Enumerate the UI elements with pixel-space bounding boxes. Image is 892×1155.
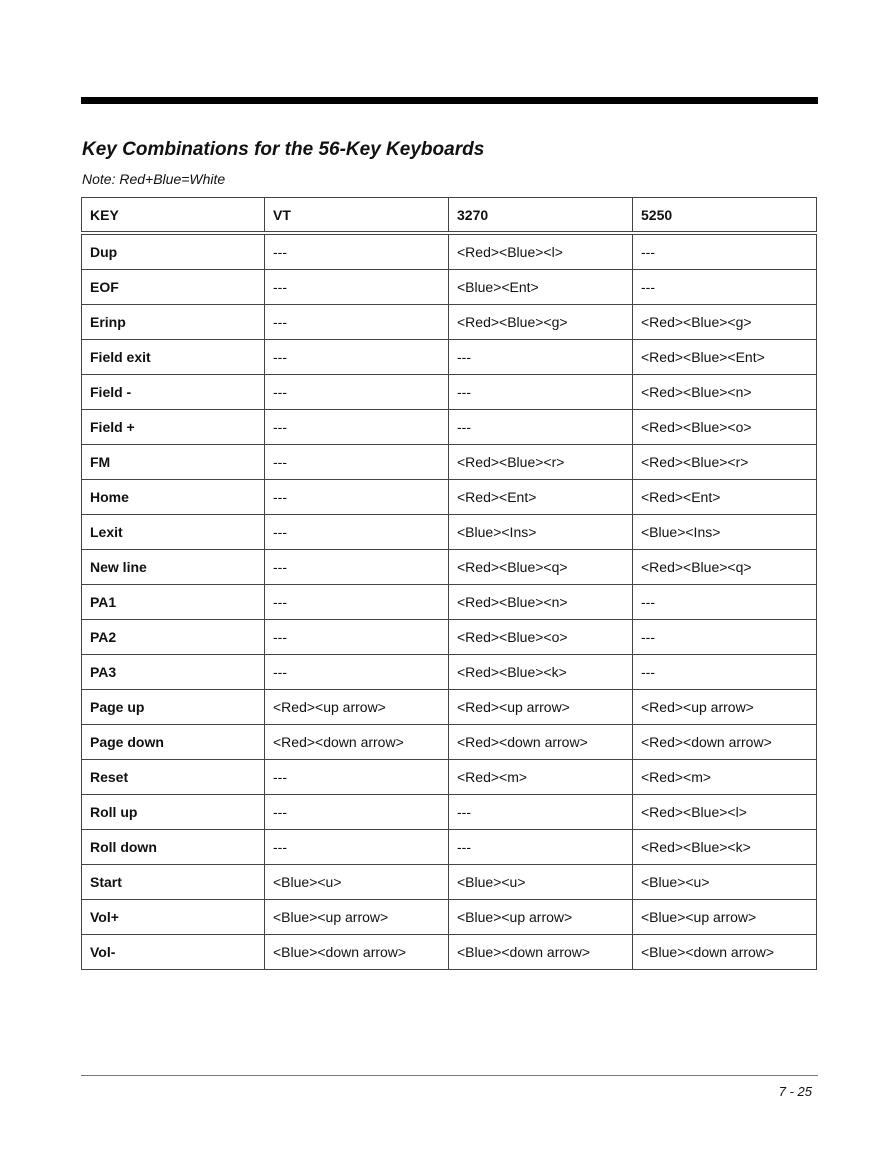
- table-row: [82, 760, 817, 795]
- cell-5250: <Blue><u>: [633, 865, 817, 900]
- cell-vt: ---: [265, 445, 449, 480]
- cell-key: Home: [82, 480, 265, 515]
- note: Note: Red+Blue=White: [82, 171, 226, 187]
- cell-vt: <Blue><up arrow>: [265, 900, 449, 935]
- cell-3270: ---: [449, 830, 633, 865]
- cell-3270: ---: [449, 375, 633, 410]
- header-vt: VT: [265, 198, 449, 234]
- cell-3270: <Red><down arrow>: [449, 725, 633, 760]
- cell-3270: <Blue><Ins>: [449, 515, 633, 550]
- table-row: [82, 690, 817, 725]
- key-combinations-table: [81, 197, 817, 970]
- table-row: [82, 725, 817, 760]
- cell-vt: <Red><down arrow>: [265, 725, 449, 760]
- cell-3270: <Red><up arrow>: [449, 690, 633, 725]
- cell-key: New line: [82, 550, 265, 585]
- header-5250: 5250: [633, 198, 817, 234]
- cell-5250: <Blue><Ins>: [633, 515, 817, 550]
- cell-vt: ---: [265, 410, 449, 445]
- cell-3270: <Red><Blue><q>: [449, 550, 633, 585]
- cell-key: Dup: [82, 233, 265, 270]
- cell-vt: <Blue><u>: [265, 865, 449, 900]
- cell-key: PA3: [82, 655, 265, 690]
- cell-vt: ---: [265, 305, 449, 340]
- cell-vt: ---: [265, 340, 449, 375]
- cell-3270: <Red><Blue><g>: [449, 305, 633, 340]
- cell-key: Roll up: [82, 795, 265, 830]
- cell-key: Start: [82, 865, 265, 900]
- header-3270: 3270: [449, 198, 633, 234]
- cell-vt: ---: [265, 480, 449, 515]
- cell-3270: <Blue><u>: [449, 865, 633, 900]
- cell-key: Page up: [82, 690, 265, 725]
- cell-vt: ---: [265, 760, 449, 795]
- table-row: [82, 340, 817, 375]
- cell-3270: <Red><Blue><o>: [449, 620, 633, 655]
- cell-3270: <Red><Ent>: [449, 480, 633, 515]
- cell-3270: ---: [449, 340, 633, 375]
- cell-vt: ---: [265, 375, 449, 410]
- cell-vt: ---: [265, 830, 449, 865]
- table-row: [82, 550, 817, 585]
- cell-3270: <Blue><Ent>: [449, 270, 633, 305]
- cell-vt: ---: [265, 233, 449, 270]
- cell-key: Reset: [82, 760, 265, 795]
- cell-vt: ---: [265, 655, 449, 690]
- page-number: 7 - 25: [778, 1084, 812, 1099]
- cell-key: Field +: [82, 410, 265, 445]
- cell-key: Field exit: [82, 340, 265, 375]
- cell-key: PA1: [82, 585, 265, 620]
- header-key: KEY: [82, 198, 265, 234]
- cell-5250: <Red><Ent>: [633, 480, 817, 515]
- cell-vt: ---: [265, 620, 449, 655]
- cell-3270: ---: [449, 795, 633, 830]
- section-heading: Key Combinations for the 56-Key Keyboards: [82, 139, 485, 160]
- cell-3270: <Red><Blue><n>: [449, 585, 633, 620]
- cell-5250: <Blue><down arrow>: [633, 935, 817, 970]
- cell-key: FM: [82, 445, 265, 480]
- cell-3270: <Red><Blue><l>: [449, 233, 633, 270]
- cell-key: Vol-: [82, 935, 265, 970]
- cell-key: Page down: [82, 725, 265, 760]
- cell-key: Field -: [82, 375, 265, 410]
- cell-5250: <Red><Blue><g>: [633, 305, 817, 340]
- cell-5250: <Red><m>: [633, 760, 817, 795]
- cell-5250: <Blue><up arrow>: [633, 900, 817, 935]
- table-row: [82, 655, 817, 690]
- table-body: [82, 233, 817, 970]
- cell-5250: <Red><Blue><l>: [633, 795, 817, 830]
- table-row: [82, 305, 817, 340]
- table-row: [82, 233, 817, 270]
- cell-5250: <Red><down arrow>: [633, 725, 817, 760]
- cell-key: Vol+: [82, 900, 265, 935]
- table-row: [82, 830, 817, 865]
- cell-5250: <Red><Blue><Ent>: [633, 340, 817, 375]
- table-row: [82, 935, 817, 970]
- cell-vt: ---: [265, 585, 449, 620]
- table-row: [82, 900, 817, 935]
- cell-vt: ---: [265, 515, 449, 550]
- table-row: [82, 865, 817, 900]
- cell-3270: ---: [449, 410, 633, 445]
- cell-key: Roll down: [82, 830, 265, 865]
- cell-5250: <Red><Blue><q>: [633, 550, 817, 585]
- cell-3270: <Blue><down arrow>: [449, 935, 633, 970]
- table-row: [82, 795, 817, 830]
- header-row: [82, 198, 817, 234]
- cell-3270: <Blue><up arrow>: [449, 900, 633, 935]
- bottom-rule: [81, 1075, 818, 1076]
- table-row: [82, 375, 817, 410]
- cell-5250: ---: [633, 233, 817, 270]
- cell-3270: <Red><Blue><k>: [449, 655, 633, 690]
- table-row: [82, 410, 817, 445]
- cell-vt: <Red><up arrow>: [265, 690, 449, 725]
- cell-vt: <Blue><down arrow>: [265, 935, 449, 970]
- table-row: [82, 515, 817, 550]
- cell-vt: ---: [265, 795, 449, 830]
- top-rule: [81, 97, 818, 104]
- cell-5250: <Red><Blue><k>: [633, 830, 817, 865]
- cell-key: Lexit: [82, 515, 265, 550]
- cell-5250: ---: [633, 620, 817, 655]
- table-row: [82, 620, 817, 655]
- cell-vt: ---: [265, 270, 449, 305]
- cell-5250: <Red><Blue><n>: [633, 375, 817, 410]
- cell-3270: <Red><Blue><r>: [449, 445, 633, 480]
- cell-5250: <Red><Blue><o>: [633, 410, 817, 445]
- cell-5250: <Red><up arrow>: [633, 690, 817, 725]
- cell-5250: <Red><Blue><r>: [633, 445, 817, 480]
- cell-5250: ---: [633, 270, 817, 305]
- table-row: [82, 270, 817, 305]
- table-row: [82, 585, 817, 620]
- cell-key: PA2: [82, 620, 265, 655]
- cell-key: Erinp: [82, 305, 265, 340]
- cell-vt: ---: [265, 550, 449, 585]
- cell-5250: ---: [633, 655, 817, 690]
- cell-5250: ---: [633, 585, 817, 620]
- table-row: [82, 445, 817, 480]
- cell-3270: <Red><m>: [449, 760, 633, 795]
- cell-key: EOF: [82, 270, 265, 305]
- table-row: [82, 480, 817, 515]
